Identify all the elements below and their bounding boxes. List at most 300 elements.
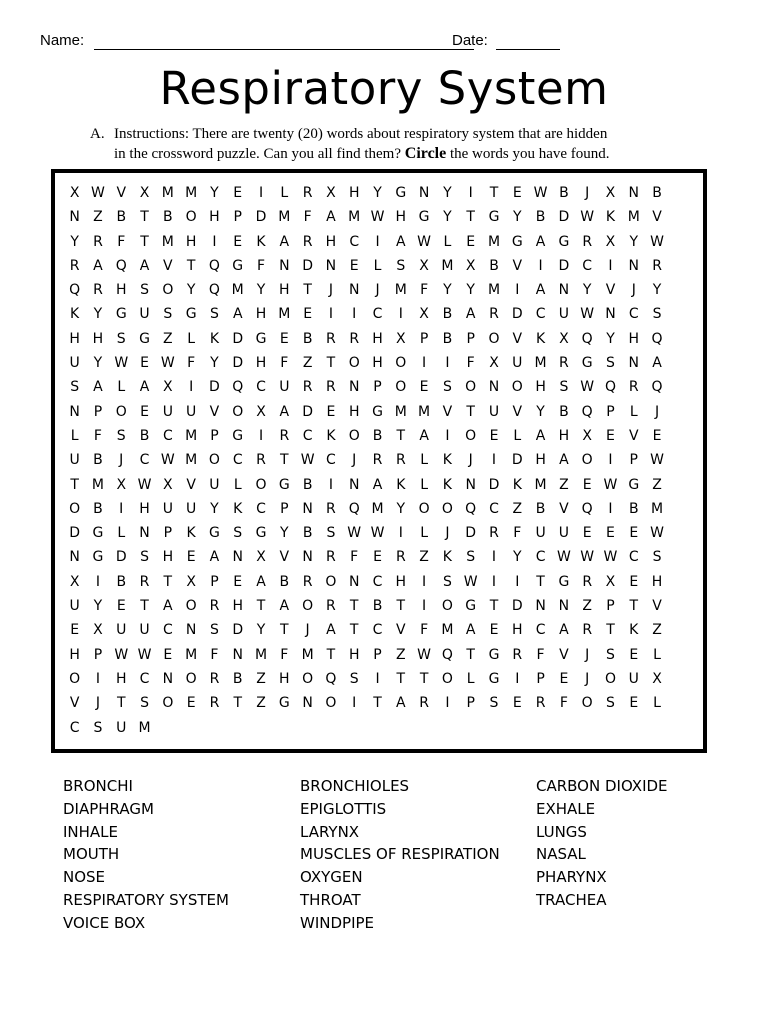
grid-letter[interactable]: D <box>209 379 220 396</box>
grid-letter[interactable]: T <box>466 646 475 663</box>
grid-letter[interactable]: X <box>419 306 429 323</box>
grid-letter[interactable]: Q <box>208 282 220 299</box>
grid-letter[interactable]: D <box>302 403 313 420</box>
grid-letter[interactable]: W <box>370 525 385 542</box>
grid-letter[interactable]: N <box>302 500 313 517</box>
grid-letter[interactable]: C <box>349 233 360 250</box>
grid-letter[interactable]: K <box>442 476 452 493</box>
grid-letter[interactable]: Q <box>441 646 453 663</box>
grid-letter[interactable]: W <box>114 646 129 663</box>
grid-letter[interactable]: A <box>93 257 103 274</box>
grid-letter[interactable]: O <box>162 282 174 299</box>
grid-letter[interactable]: H <box>372 355 383 372</box>
grid-letter[interactable]: G <box>488 646 500 663</box>
grid-letter[interactable]: Q <box>465 500 477 517</box>
grid-letter[interactable]: E <box>140 403 149 420</box>
grid-letter[interactable]: B <box>116 209 127 226</box>
grid-letter[interactable]: J <box>585 670 590 687</box>
grid-letter[interactable]: Y <box>513 209 522 226</box>
grid-letter[interactable]: N <box>69 209 80 226</box>
grid-letter[interactable]: A <box>465 306 476 323</box>
grid-letter[interactable]: Y <box>186 282 196 299</box>
grid-letter[interactable]: O <box>302 670 314 687</box>
grid-letter[interactable]: B <box>559 403 569 420</box>
grid-letter[interactable]: J <box>631 282 636 299</box>
grid-letter[interactable]: G <box>395 185 407 201</box>
grid-letter[interactable]: F <box>256 257 266 274</box>
grid-letter[interactable]: O <box>325 695 337 712</box>
grid-letter[interactable]: T <box>349 598 359 615</box>
grid-letter[interactable]: R <box>279 427 290 444</box>
grid-letter[interactable]: N <box>348 379 360 396</box>
grid-letter[interactable]: R <box>512 646 523 663</box>
grid-letter[interactable]: P <box>280 500 289 517</box>
grid-letter[interactable]: F <box>187 355 196 372</box>
grid-letter[interactable]: B <box>372 598 383 615</box>
grid-letter[interactable]: Q <box>115 257 127 274</box>
grid-letter[interactable]: Y <box>443 185 452 201</box>
grid-letter[interactable]: P <box>93 646 103 663</box>
grid-letter[interactable]: L <box>280 185 289 201</box>
grid-letter[interactable]: O <box>465 379 477 396</box>
grid-letter[interactable]: W <box>556 549 571 566</box>
grid-letter[interactable]: B <box>535 209 546 226</box>
grid-letter[interactable]: P <box>536 670 545 687</box>
grid-letter[interactable]: T <box>326 355 336 372</box>
grid-letter[interactable]: I <box>468 185 473 201</box>
grid-letter[interactable]: L <box>420 525 428 542</box>
grid-letter[interactable]: M <box>91 476 104 493</box>
grid-letter[interactable]: X <box>559 330 569 347</box>
grid-letter[interactable]: E <box>606 427 615 444</box>
grid-letter[interactable]: O <box>441 670 453 687</box>
grid-letter[interactable]: T <box>373 695 382 712</box>
grid-letter[interactable]: M <box>185 452 198 469</box>
grid-letter[interactable]: O <box>115 403 127 420</box>
grid-letter[interactable]: A <box>372 476 383 493</box>
grid-letter[interactable]: M <box>348 209 361 226</box>
grid-letter[interactable]: U <box>558 525 569 542</box>
grid-letter[interactable]: F <box>350 549 359 566</box>
grid-letter[interactable]: K <box>442 452 452 469</box>
grid-letter[interactable]: R <box>139 573 150 590</box>
grid-letter[interactable]: V <box>163 257 173 274</box>
grid-letter[interactable]: H <box>558 427 570 444</box>
grid-letter[interactable]: Y <box>256 282 266 299</box>
grid-letter[interactable]: X <box>186 573 196 590</box>
grid-letter[interactable]: U <box>69 452 80 469</box>
grid-letter[interactable]: Y <box>93 306 103 323</box>
grid-letter[interactable]: I <box>515 282 520 299</box>
grid-letter[interactable]: M <box>651 500 664 517</box>
grid-letter[interactable]: O <box>488 330 500 347</box>
grid-letter[interactable]: K <box>605 209 616 226</box>
grid-letter[interactable]: H <box>139 500 150 517</box>
grid-letter[interactable]: O <box>348 427 360 444</box>
grid-letter[interactable]: D <box>511 598 523 615</box>
grid-letter[interactable]: Z <box>559 476 569 493</box>
grid-letter[interactable]: M <box>231 282 244 299</box>
grid-letter[interactable]: E <box>233 573 243 590</box>
grid-letter[interactable]: E <box>233 185 243 201</box>
grid-letter[interactable]: G <box>232 257 244 274</box>
grid-letter[interactable]: I <box>422 355 427 372</box>
grid-letter[interactable]: B <box>139 427 150 444</box>
grid-letter[interactable]: Z <box>256 695 266 712</box>
grid-letter[interactable]: A <box>396 233 406 250</box>
grid-letter[interactable]: P <box>210 573 219 590</box>
grid-letter[interactable]: U <box>186 500 197 517</box>
grid-letter[interactable]: E <box>629 695 639 712</box>
grid-letter[interactable]: L <box>466 670 475 687</box>
grid-letter[interactable]: I <box>258 427 264 444</box>
grid-letter[interactable]: O <box>69 500 81 517</box>
grid-letter[interactable]: P <box>466 330 475 347</box>
grid-letter[interactable]: D <box>255 209 267 226</box>
grid-letter[interactable]: N <box>348 282 360 299</box>
grid-letter[interactable]: R <box>372 452 383 469</box>
grid-letter[interactable]: D <box>558 257 570 274</box>
grid-letter[interactable]: E <box>163 646 173 663</box>
grid-letter[interactable]: O <box>511 379 523 396</box>
grid-letter[interactable]: Z <box>512 500 523 517</box>
grid-letter[interactable]: B <box>535 500 546 517</box>
grid-letter[interactable]: N <box>558 598 570 615</box>
grid-letter[interactable]: G <box>488 209 500 226</box>
grid-letter[interactable]: E <box>349 257 359 274</box>
grid-letter[interactable]: T <box>466 403 475 420</box>
grid-letter[interactable]: U <box>512 355 523 372</box>
grid-letter[interactable]: Y <box>280 525 289 542</box>
grid-letter[interactable]: S <box>396 257 406 274</box>
grid-letter[interactable]: O <box>232 403 244 420</box>
grid-letter[interactable]: I <box>422 573 427 590</box>
grid-letter[interactable]: F <box>280 355 289 372</box>
grid-letter[interactable]: R <box>349 330 360 347</box>
grid-letter[interactable]: R <box>256 452 266 469</box>
grid-letter[interactable]: V <box>628 427 639 444</box>
grid-letter[interactable]: O <box>255 476 267 493</box>
grid-letter[interactable]: N <box>488 379 500 396</box>
grid-letter[interactable]: I <box>445 695 450 712</box>
grid-letter[interactable]: A <box>535 427 546 444</box>
grid-letter[interactable]: I <box>491 573 497 590</box>
grid-letter[interactable]: B <box>652 185 662 201</box>
grid-letter[interactable]: X <box>605 573 616 590</box>
grid-letter[interactable]: Z <box>652 622 662 639</box>
grid-letter[interactable]: W <box>160 452 175 469</box>
grid-letter[interactable]: I <box>328 306 333 323</box>
grid-letter[interactable]: L <box>629 403 638 420</box>
grid-letter[interactable]: J <box>375 282 380 299</box>
grid-letter[interactable]: V <box>279 549 290 566</box>
grid-letter[interactable]: Z <box>582 598 592 615</box>
grid-letter[interactable]: R <box>326 549 336 566</box>
grid-letter[interactable]: K <box>186 525 196 542</box>
grid-letter[interactable]: F <box>93 427 102 444</box>
grid-letter[interactable]: X <box>605 185 616 201</box>
grid-letter[interactable]: N <box>418 185 430 201</box>
grid-letter[interactable]: Q <box>581 330 593 347</box>
grid-letter[interactable]: G <box>209 525 220 542</box>
grid-letter[interactable]: E <box>489 622 499 639</box>
grid-letter[interactable]: G <box>255 525 267 542</box>
grid-letter[interactable]: G <box>581 355 593 372</box>
grid-letter[interactable]: T <box>396 598 406 615</box>
grid-letter[interactable]: Q <box>651 330 663 347</box>
grid-letter[interactable]: Y <box>396 500 406 517</box>
grid-letter[interactable]: E <box>233 233 243 250</box>
grid-letter[interactable]: E <box>582 476 592 493</box>
grid-letter[interactable]: H <box>348 403 360 420</box>
grid-letter[interactable]: Y <box>606 330 615 347</box>
grid-letter[interactable]: W <box>580 209 595 226</box>
grid-letter[interactable]: F <box>117 233 126 250</box>
grid-letter[interactable]: I <box>258 185 264 201</box>
grid-letter[interactable]: Q <box>348 500 360 517</box>
grid-letter[interactable]: S <box>93 719 103 736</box>
grid-letter[interactable]: X <box>465 257 476 274</box>
grid-letter[interactable]: T <box>396 427 406 444</box>
grid-letter[interactable]: D <box>232 330 244 347</box>
grid-letter[interactable]: U <box>116 719 127 736</box>
grid-letter[interactable]: E <box>629 525 639 542</box>
grid-letter[interactable]: F <box>303 209 312 226</box>
grid-letter[interactable]: W <box>603 549 618 566</box>
grid-letter[interactable]: Y <box>466 282 475 299</box>
grid-letter[interactable]: H <box>69 646 80 663</box>
grid-letter[interactable]: J <box>305 622 310 639</box>
grid-letter[interactable]: U <box>558 306 569 323</box>
grid-letter[interactable]: R <box>395 549 406 566</box>
grid-letter[interactable]: U <box>139 306 150 323</box>
grid-letter[interactable]: O <box>185 670 197 687</box>
grid-letter[interactable]: Y <box>210 185 219 201</box>
grid-letter[interactable]: I <box>445 427 450 444</box>
grid-letter[interactable]: U <box>186 403 197 420</box>
grid-letter[interactable]: C <box>535 549 546 566</box>
grid-letter[interactable]: I <box>491 549 497 566</box>
grid-letter[interactable]: D <box>488 476 500 493</box>
grid-letter[interactable]: Y <box>93 355 103 372</box>
grid-letter[interactable]: S <box>209 306 219 323</box>
grid-letter[interactable]: O <box>441 598 453 615</box>
grid-letter[interactable]: I <box>515 573 520 590</box>
grid-letter[interactable]: R <box>326 598 336 615</box>
grid-letter[interactable]: S <box>116 330 126 347</box>
grid-letter[interactable]: R <box>628 379 639 396</box>
grid-letter[interactable]: P <box>629 452 638 469</box>
grid-letter[interactable]: O <box>325 573 337 590</box>
grid-letter[interactable]: O <box>302 598 314 615</box>
grid-letter[interactable]: N <box>139 525 150 542</box>
grid-letter[interactable]: A <box>559 452 569 469</box>
grid-letter[interactable]: A <box>279 403 290 420</box>
grid-letter[interactable]: E <box>186 695 196 712</box>
grid-letter[interactable]: V <box>559 646 569 663</box>
grid-letter[interactable]: E <box>606 525 615 542</box>
grid-letter[interactable]: E <box>512 695 522 712</box>
grid-letter[interactable]: I <box>538 257 543 274</box>
grid-letter[interactable]: H <box>69 330 80 347</box>
grid-letter[interactable]: L <box>420 476 428 493</box>
grid-letter[interactable]: H <box>279 282 290 299</box>
grid-letter[interactable]: I <box>119 500 124 517</box>
grid-letter[interactable]: Q <box>325 670 337 687</box>
grid-letter[interactable]: X <box>69 573 80 590</box>
grid-letter[interactable]: R <box>535 695 546 712</box>
grid-letter[interactable]: U <box>69 598 80 615</box>
grid-letter[interactable]: V <box>442 403 453 420</box>
grid-letter[interactable]: X <box>163 379 173 396</box>
grid-letter[interactable]: G <box>278 695 290 712</box>
grid-letter[interactable]: I <box>95 573 101 590</box>
grid-letter[interactable]: E <box>326 403 336 420</box>
grid-letter[interactable]: R <box>559 355 569 372</box>
grid-letter[interactable]: U <box>279 379 290 396</box>
grid-letter[interactable]: X <box>489 355 499 372</box>
grid-letter[interactable]: M <box>185 427 198 444</box>
grid-letter[interactable]: W <box>533 185 548 201</box>
grid-letter[interactable]: E <box>582 525 592 542</box>
grid-letter[interactable]: F <box>280 646 289 663</box>
grid-letter[interactable]: O <box>581 452 593 469</box>
grid-letter[interactable]: G <box>418 209 430 226</box>
grid-letter[interactable]: M <box>161 185 174 201</box>
grid-letter[interactable]: R <box>489 525 499 542</box>
grid-letter[interactable]: Y <box>70 233 79 250</box>
grid-letter[interactable]: M <box>394 403 407 420</box>
grid-letter[interactable]: M <box>161 233 174 250</box>
grid-letter[interactable]: Y <box>536 403 545 420</box>
grid-letter[interactable]: N <box>558 282 570 299</box>
grid-letter[interactable]: Z <box>419 549 429 566</box>
grid-letter[interactable]: T <box>70 476 79 493</box>
grid-letter[interactable]: N <box>302 549 313 566</box>
grid-letter[interactable]: V <box>512 330 523 347</box>
grid-letter[interactable]: W <box>137 476 152 493</box>
grid-letter[interactable]: D <box>69 525 81 542</box>
grid-letter[interactable]: B <box>93 452 103 469</box>
grid-letter[interactable]: S <box>70 379 80 396</box>
grid-letter[interactable]: P <box>93 403 103 420</box>
grid-letter[interactable]: V <box>396 622 406 639</box>
grid-letter[interactable]: H <box>325 233 337 250</box>
grid-letter[interactable]: V <box>605 282 616 299</box>
grid-letter[interactable]: X <box>396 330 406 347</box>
grid-letter[interactable]: C <box>372 573 383 590</box>
grid-letter[interactable]: B <box>116 573 127 590</box>
grid-letter[interactable]: D <box>558 209 570 226</box>
grid-letter[interactable]: N <box>535 598 546 615</box>
grid-letter[interactable]: E <box>629 573 639 590</box>
grid-letter[interactable]: X <box>652 670 662 687</box>
grid-letter[interactable]: U <box>69 355 80 372</box>
grid-letter[interactable]: S <box>140 695 149 712</box>
grid-letter[interactable]: C <box>628 549 639 566</box>
grid-letter[interactable]: D <box>511 452 523 469</box>
grid-letter[interactable]: R <box>326 500 336 517</box>
grid-letter[interactable]: V <box>69 695 80 712</box>
grid-letter[interactable]: H <box>92 330 104 347</box>
grid-letter[interactable]: H <box>372 330 383 347</box>
grid-letter[interactable]: L <box>373 257 382 274</box>
grid-letter[interactable]: F <box>466 355 475 372</box>
grid-letter[interactable]: H <box>115 670 127 687</box>
grid-letter[interactable]: A <box>279 233 290 250</box>
grid-letter[interactable]: S <box>140 282 149 299</box>
grid-letter[interactable]: J <box>655 403 660 420</box>
grid-letter[interactable]: A <box>139 257 150 274</box>
grid-letter[interactable]: O <box>348 355 360 372</box>
grid-letter[interactable]: T <box>280 452 289 469</box>
grid-letter[interactable]: C <box>489 500 499 517</box>
grid-letter[interactable]: N <box>69 403 80 420</box>
grid-letter[interactable]: T <box>280 622 289 639</box>
grid-letter[interactable]: E <box>140 355 149 372</box>
grid-letter[interactable]: S <box>606 646 615 663</box>
grid-letter[interactable]: A <box>326 209 336 226</box>
grid-letter[interactable]: O <box>69 670 81 687</box>
grid-letter[interactable]: V <box>652 209 662 226</box>
grid-letter[interactable]: J <box>352 452 357 469</box>
grid-letter[interactable]: E <box>279 330 289 347</box>
grid-letter[interactable]: O <box>465 427 477 444</box>
grid-letter[interactable]: Z <box>93 209 103 226</box>
grid-letter[interactable]: M <box>301 646 314 663</box>
grid-letter[interactable]: M <box>418 403 431 420</box>
grid-letter[interactable]: H <box>395 573 407 590</box>
grid-letter[interactable]: T <box>326 646 336 663</box>
grid-letter[interactable]: U <box>116 622 127 639</box>
grid-letter[interactable]: T <box>140 209 149 226</box>
grid-letter[interactable]: X <box>139 185 150 201</box>
grid-letter[interactable]: B <box>302 525 313 542</box>
grid-letter[interactable]: S <box>326 525 336 542</box>
grid-letter[interactable]: K <box>209 330 220 347</box>
grid-letter[interactable]: T <box>140 598 149 615</box>
grid-letter[interactable]: S <box>606 355 615 372</box>
grid-letter[interactable]: K <box>535 330 546 347</box>
grid-letter[interactable]: K <box>233 500 243 517</box>
grid-letter[interactable]: L <box>233 476 242 493</box>
grid-letter[interactable]: V <box>186 476 196 493</box>
grid-letter[interactable]: V <box>512 403 523 420</box>
grid-letter[interactable]: M <box>278 209 291 226</box>
grid-letter[interactable]: A <box>652 355 662 372</box>
grid-letter[interactable]: U <box>628 670 639 687</box>
grid-letter[interactable]: I <box>445 355 450 372</box>
grid-letter[interactable]: F <box>420 622 429 639</box>
grid-letter[interactable]: O <box>395 355 407 372</box>
grid-letter[interactable]: H <box>185 233 197 250</box>
grid-letter[interactable]: S <box>442 573 452 590</box>
grid-letter[interactable]: J <box>328 282 333 299</box>
grid-letter[interactable]: Y <box>93 598 103 615</box>
grid-letter[interactable]: I <box>398 525 403 542</box>
grid-letter[interactable]: M <box>627 209 640 226</box>
grid-letter[interactable]: C <box>69 719 80 736</box>
grid-letter[interactable]: E <box>419 379 429 396</box>
grid-letter[interactable]: I <box>212 233 217 250</box>
grid-letter[interactable]: Q <box>69 282 81 299</box>
grid-letter[interactable]: L <box>443 233 452 250</box>
grid-letter[interactable]: B <box>279 573 290 590</box>
grid-letter[interactable]: N <box>628 257 640 274</box>
grid-letter[interactable]: U <box>139 622 150 639</box>
grid-letter[interactable]: C <box>535 622 546 639</box>
grid-letter[interactable]: M <box>185 646 198 663</box>
